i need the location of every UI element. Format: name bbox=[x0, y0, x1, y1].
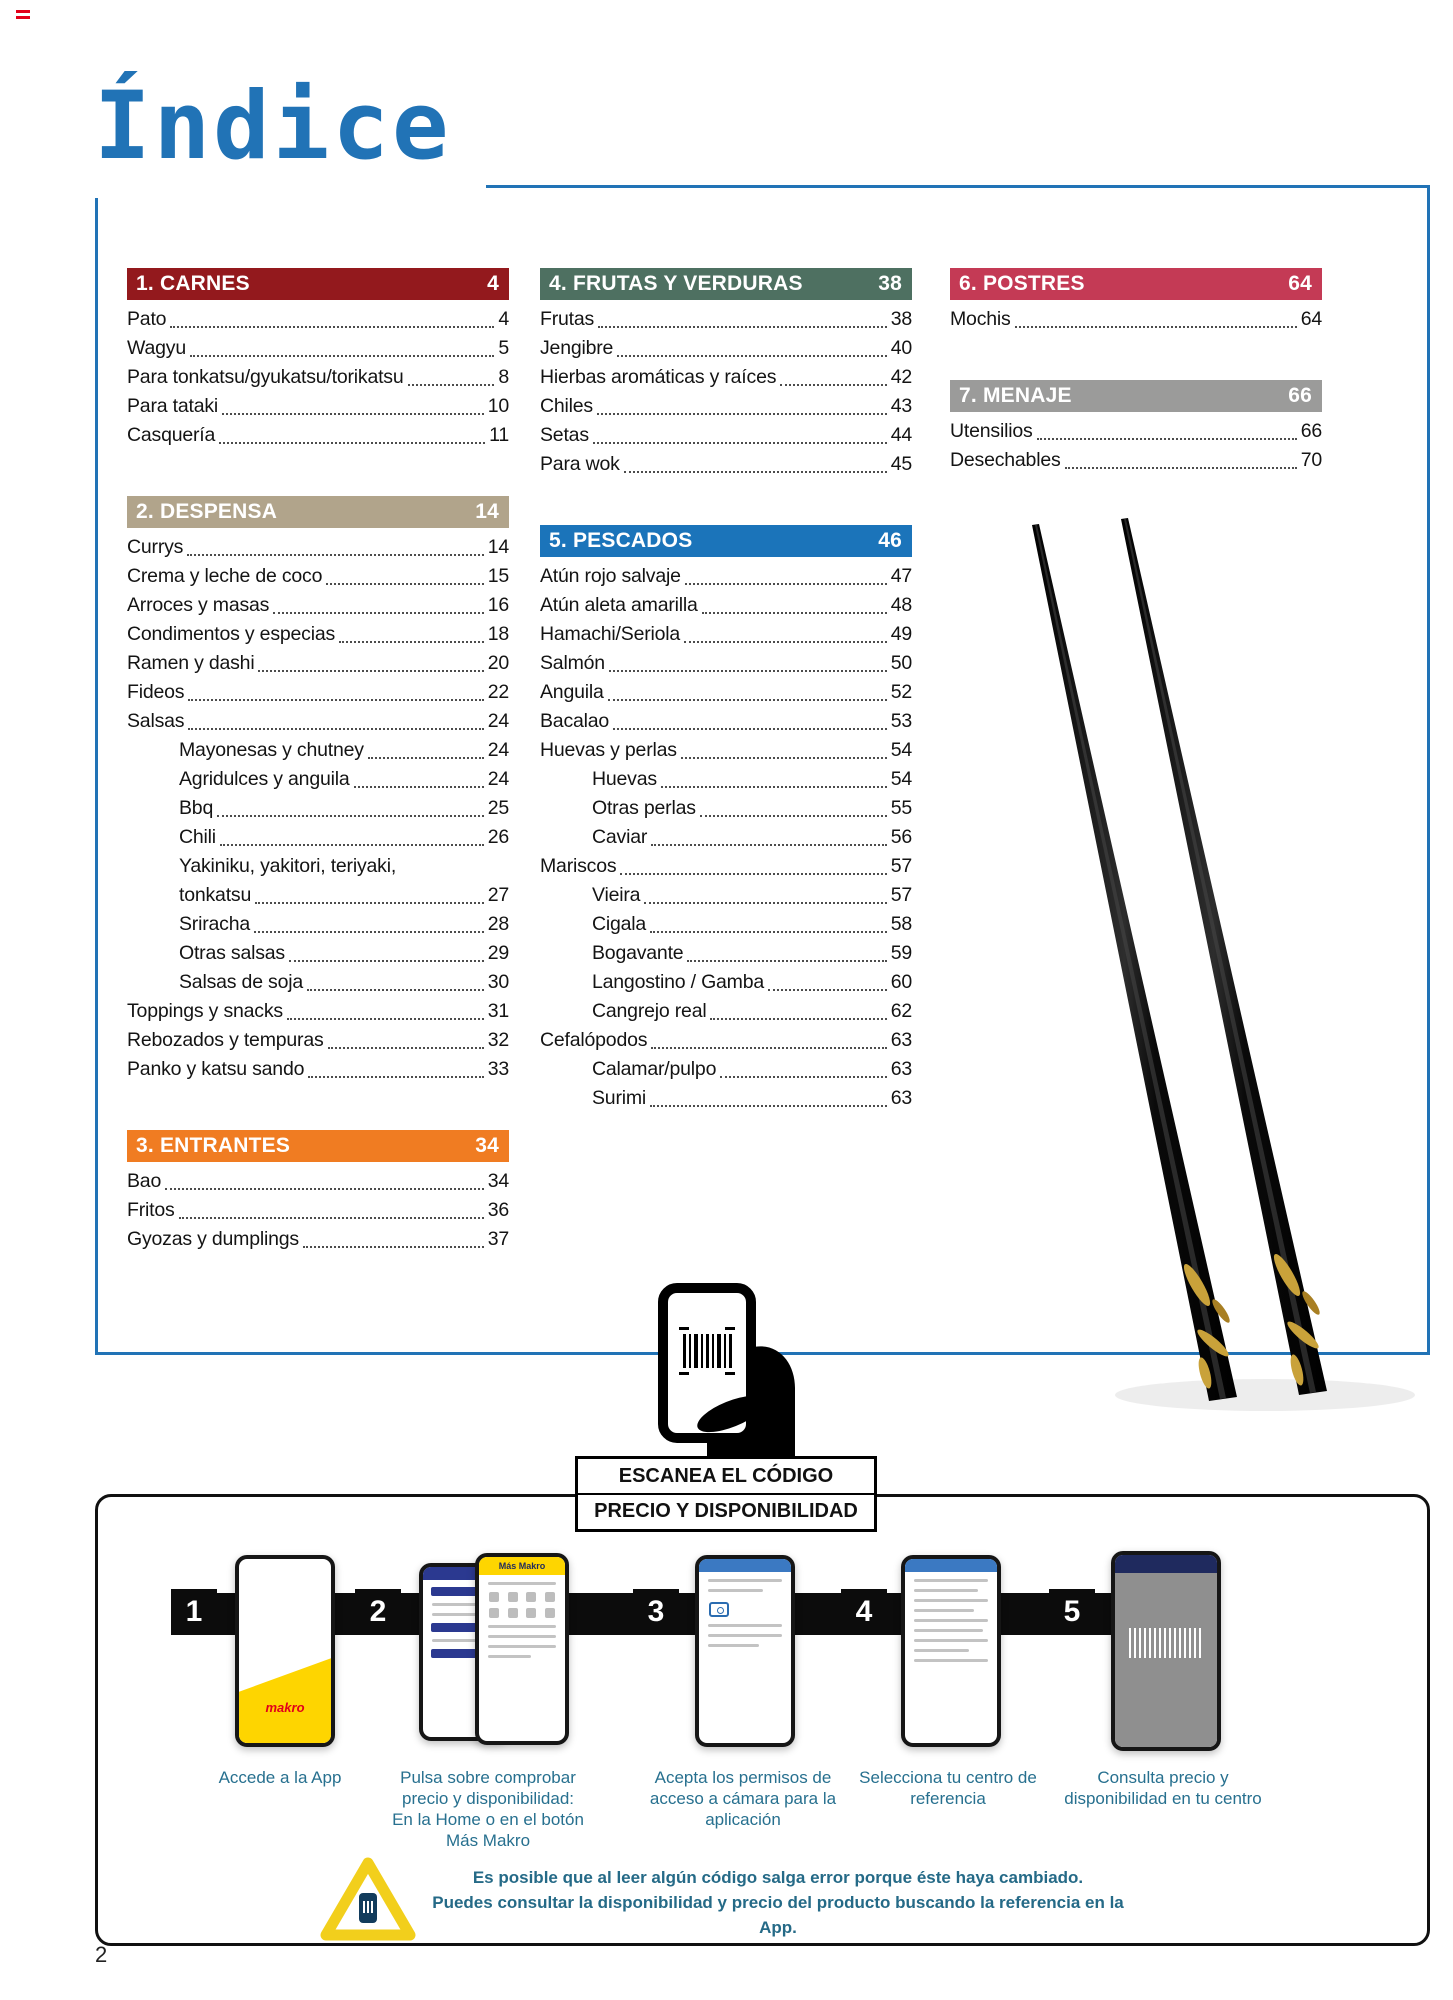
app-steps-box bbox=[95, 1494, 1430, 1946]
toc-section-frutas-y-verduras bbox=[540, 268, 912, 479]
section-header-entrantes[interactable] bbox=[127, 1130, 509, 1162]
chopsticks-image bbox=[975, 515, 1445, 1420]
toc-entry-label: Hierbas aromáticas y raíces bbox=[540, 366, 777, 388]
app-screenshot-step1 bbox=[235, 1555, 335, 1747]
toc-entry-page: 32 bbox=[487, 1029, 509, 1051]
page-number: 2 bbox=[95, 1942, 108, 1967]
section-title: 3. ENTRANTES bbox=[136, 1134, 291, 1157]
toc-entry-page: 30 bbox=[487, 971, 509, 993]
toc-leader-dots bbox=[258, 670, 483, 672]
toc-leader-dots bbox=[254, 931, 484, 933]
toc-entry[interactable] bbox=[540, 707, 912, 736]
toc-entry-page: 4 bbox=[498, 308, 509, 330]
toc-entry-label: Anguila bbox=[540, 681, 604, 703]
toc-entry-page: 29 bbox=[487, 942, 509, 964]
toc-entry-label: Para wok bbox=[540, 453, 620, 475]
toc-entry-label: Currys bbox=[127, 536, 184, 558]
toc-entry-page: 37 bbox=[487, 1228, 509, 1250]
toc-entry[interactable] bbox=[540, 881, 912, 910]
toc-entry-page: 20 bbox=[487, 652, 509, 674]
section-title: 4. FRUTAS Y VERDURAS bbox=[549, 272, 803, 295]
app-screenshot-step3 bbox=[695, 1555, 795, 1747]
toc-entry[interactable] bbox=[540, 852, 912, 881]
toc-entry-label: Bao bbox=[127, 1170, 162, 1192]
toc-entry[interactable] bbox=[540, 968, 912, 997]
toc-entry-label: Pato bbox=[127, 308, 167, 330]
toc-entry[interactable] bbox=[540, 910, 912, 939]
step-caption-3: Acepta los permisos de acceso a cámara para la aplicación bbox=[649, 1768, 837, 1829]
toc-entry-label: Ramen y dashi bbox=[127, 652, 255, 674]
section-header-postres[interactable] bbox=[950, 268, 1322, 300]
toc-entry-label: Sriracha bbox=[179, 913, 251, 935]
toc-leader-dots bbox=[620, 873, 886, 875]
toc-entry-page: 54 bbox=[890, 768, 912, 790]
section-entries bbox=[540, 300, 912, 479]
toc-entry-label: Surimi bbox=[592, 1087, 647, 1109]
toc-entry-page: 66 bbox=[1300, 420, 1322, 442]
toc-leader-dots bbox=[219, 442, 485, 444]
step-caption-5: Consulta precio y disponibilidad en tu centro bbox=[1064, 1768, 1262, 1808]
toc-entry[interactable] bbox=[950, 305, 1322, 334]
toc-entry[interactable] bbox=[540, 363, 912, 392]
toc-leader-dots bbox=[700, 815, 887, 817]
toc-entry-label: Caviar bbox=[592, 826, 648, 848]
toc-entry-label: Langostino / Gamba bbox=[592, 971, 765, 993]
toc-leader-dots bbox=[651, 1047, 886, 1049]
toc-entry-label: Panko y katsu sando bbox=[127, 1058, 305, 1080]
toc-entry-page: 15 bbox=[487, 565, 509, 587]
section-page-number: 46 bbox=[878, 529, 902, 552]
scan-banner bbox=[575, 1456, 877, 1532]
toc-entry[interactable] bbox=[127, 794, 509, 823]
toc-entry[interactable] bbox=[127, 363, 509, 392]
toc-entry-page: 54 bbox=[890, 739, 912, 761]
toc-entry-label: Para tonkatsu/gyukatsu/torikatsu bbox=[127, 366, 404, 388]
toc-entry[interactable] bbox=[540, 736, 912, 765]
toc-entry[interactable] bbox=[950, 417, 1322, 446]
section-entries bbox=[127, 300, 509, 450]
toc-leader-dots bbox=[617, 355, 887, 357]
toc-leader-dots bbox=[644, 902, 886, 904]
section-page-number: 66 bbox=[1288, 384, 1312, 407]
toc-leader-dots bbox=[710, 1018, 886, 1020]
toc-entry-label: Arroces y masas bbox=[127, 594, 270, 616]
toc-entry-label: Mayonesas y chutney bbox=[179, 739, 364, 761]
toc-entry-page: 24 bbox=[487, 768, 509, 790]
toc-leader-dots bbox=[368, 757, 484, 759]
step-caption-2: Pulsa sobre comprobar precio y disponibilidad: En la Home o en el botón Más Makro bbox=[392, 1768, 584, 1850]
app-screenshot-step5 bbox=[1111, 1551, 1221, 1751]
toc-entry[interactable] bbox=[127, 997, 509, 1026]
toc-leader-dots bbox=[613, 728, 887, 730]
warning-line2: Puedes consultar la disponibilidad y precio del producto buscando la referencia en la App. bbox=[432, 1893, 1124, 1937]
toc-entry-page: 16 bbox=[487, 594, 509, 616]
app-screenshot-step4 bbox=[901, 1555, 1001, 1747]
toc-entry-page: 14 bbox=[487, 536, 509, 558]
toc-entry-page: 70 bbox=[1300, 449, 1322, 471]
toc-entry[interactable] bbox=[540, 591, 912, 620]
toc-entry-page: 5 bbox=[498, 337, 509, 359]
toc-entry[interactable] bbox=[127, 1225, 509, 1254]
toc-entry-page: 28 bbox=[487, 913, 509, 935]
toc-entry-label: Utensilios bbox=[950, 420, 1033, 442]
section-page-number: 38 bbox=[878, 272, 902, 295]
toc-entry[interactable] bbox=[127, 765, 509, 794]
section-header-pescados[interactable] bbox=[540, 525, 912, 557]
page-title-wrap bbox=[78, 72, 486, 198]
toc-entry-page: 63 bbox=[890, 1058, 912, 1080]
toc-entry-page: 44 bbox=[890, 424, 912, 446]
toc-entry-label: Chili bbox=[179, 826, 216, 848]
toc-entry-page: 47 bbox=[890, 565, 912, 587]
barcode-result-icon bbox=[1129, 1628, 1203, 1658]
toc-leader-dots bbox=[598, 326, 887, 328]
section-page-number: 14 bbox=[475, 500, 499, 523]
toc-leader-dots bbox=[720, 1076, 886, 1078]
toc-entry-label: Fideos bbox=[127, 681, 185, 703]
step-number-2: 2 bbox=[355, 1589, 401, 1635]
step-caption-1: Accede a la App bbox=[218, 1768, 342, 1787]
toc-leader-dots bbox=[188, 699, 483, 701]
section-header-carnes[interactable] bbox=[127, 268, 509, 300]
toc-entry[interactable] bbox=[127, 1196, 509, 1225]
toc-leader-dots bbox=[328, 1047, 484, 1049]
toc-entry-page: 56 bbox=[890, 826, 912, 848]
toc-entry[interactable] bbox=[540, 649, 912, 678]
toc-entry[interactable] bbox=[540, 1026, 912, 1055]
toc-leader-dots bbox=[597, 413, 887, 415]
toc-entry[interactable] bbox=[127, 678, 509, 707]
section-title: 6. POSTRES bbox=[959, 272, 1085, 295]
toc-column-1 bbox=[127, 268, 509, 1300]
toc-entry-page: 18 bbox=[487, 623, 509, 645]
toc-entry-label: Crema y leche de coco bbox=[127, 565, 323, 587]
makro-logo: makro bbox=[265, 1700, 305, 1715]
toc-entry-label: Rebozados y tempuras bbox=[127, 1029, 324, 1051]
toc-entry-label: Yakiniku, yakitori, teriyaki, bbox=[179, 855, 397, 877]
toc-entry[interactable] bbox=[540, 794, 912, 823]
toc-entry-label: Agridulces y anguila bbox=[179, 768, 350, 790]
toc-entry-page: 34 bbox=[487, 1170, 509, 1192]
toc-entry[interactable] bbox=[127, 620, 509, 649]
toc-entry[interactable] bbox=[540, 939, 912, 968]
section-title: 2. DESPENSA bbox=[136, 500, 278, 523]
toc-leader-dots bbox=[222, 413, 484, 415]
section-title: 5. PESCADOS bbox=[549, 529, 693, 552]
toc-entry[interactable] bbox=[127, 707, 509, 736]
toc-entry-page: 26 bbox=[487, 826, 509, 848]
toc-entry-page: 24 bbox=[487, 739, 509, 761]
toc-leader-dots bbox=[702, 612, 887, 614]
toc-leader-dots bbox=[780, 384, 886, 386]
toc-entry[interactable] bbox=[540, 392, 912, 421]
toc-leader-dots bbox=[339, 641, 484, 643]
toc-entry-page: 62 bbox=[890, 1000, 912, 1022]
toc-column-2 bbox=[540, 268, 912, 1159]
toc-entry-label: Atún aleta amarilla bbox=[540, 594, 698, 616]
toc-entry-page: 31 bbox=[487, 1000, 509, 1022]
toc-entry-page: 60 bbox=[890, 971, 912, 993]
toc-entry[interactable] bbox=[127, 649, 509, 678]
section-entries bbox=[127, 1162, 509, 1254]
toc-entry-label: Vieira bbox=[592, 884, 641, 906]
toc-entry-page: 43 bbox=[890, 395, 912, 417]
step-caption-4: Selecciona tu centro de referencia bbox=[859, 1768, 1037, 1808]
mas-makro-tab: Más Makro bbox=[479, 1557, 565, 1575]
toc-leader-dots bbox=[681, 757, 887, 759]
toc-entry-page: 55 bbox=[890, 797, 912, 819]
toc-entry[interactable] bbox=[127, 305, 509, 334]
toc-entry[interactable] bbox=[540, 421, 912, 450]
toc-entry[interactable] bbox=[540, 1084, 912, 1113]
step-number-1: 1 bbox=[171, 1589, 217, 1635]
toc-entry-page: 50 bbox=[890, 652, 912, 674]
toc-column-3 bbox=[950, 268, 1322, 521]
toc-entry[interactable] bbox=[127, 591, 509, 620]
toc-leader-dots bbox=[624, 471, 887, 473]
toc-leader-dots bbox=[687, 960, 886, 962]
toc-entry[interactable] bbox=[950, 446, 1322, 475]
toc-leader-dots bbox=[165, 1188, 484, 1190]
toc-entry-page: 59 bbox=[890, 942, 912, 964]
warning-triangle-icon bbox=[318, 1853, 418, 1947]
toc-entry-page: 57 bbox=[890, 855, 912, 877]
warning-line1: Es posible que al leer algún código salga error porque éste haya cambiado. bbox=[472, 1868, 1084, 1887]
toc-leader-dots bbox=[187, 554, 483, 556]
toc-entry-label: Chiles bbox=[540, 395, 593, 417]
toc-entry[interactable] bbox=[540, 334, 912, 363]
toc-entry[interactable] bbox=[127, 1026, 509, 1055]
toc-entry-label: Mariscos bbox=[540, 855, 617, 877]
toc-entry-label: Salsas de soja bbox=[179, 971, 304, 993]
toc-entry-label: Salmón bbox=[540, 652, 605, 674]
toc-leader-dots bbox=[609, 670, 887, 672]
toc-entry[interactable] bbox=[127, 334, 509, 363]
toc-leader-dots bbox=[684, 641, 887, 643]
toc-entry-label: Hamachi/Seriola bbox=[540, 623, 681, 645]
toc-leader-dots bbox=[308, 1076, 483, 1078]
toc-entry[interactable] bbox=[127, 1055, 509, 1084]
toc-leader-dots bbox=[685, 583, 887, 585]
toc-entry-label: Cefalópodos bbox=[540, 1029, 648, 1051]
toc-entry-label: Otras perlas bbox=[592, 797, 696, 819]
toc-entry[interactable] bbox=[127, 421, 509, 450]
toc-section-despensa bbox=[127, 496, 509, 1084]
makro-yellow-wedge bbox=[239, 1655, 331, 1743]
toc-entry-label: Gyozas y dumplings bbox=[127, 1228, 299, 1250]
toc-leader-dots bbox=[287, 1018, 484, 1020]
toc-entry[interactable] bbox=[127, 910, 509, 939]
section-page-number: 34 bbox=[475, 1134, 499, 1157]
toc-entry[interactable] bbox=[540, 823, 912, 852]
toc-entry[interactable] bbox=[540, 997, 912, 1026]
toc-entry-label: Otras salsas bbox=[179, 942, 285, 964]
toc-entry[interactable] bbox=[540, 562, 912, 591]
toc-entry-label: Wagyu bbox=[127, 337, 186, 359]
toc-entry-label: Setas bbox=[540, 424, 589, 446]
toc-leader-dots bbox=[217, 815, 484, 817]
step-number-5: 5 bbox=[1049, 1589, 1095, 1635]
section-title: 7. MENAJE bbox=[959, 384, 1072, 407]
toc-entry-page: 27 bbox=[487, 884, 509, 906]
toc-entry-page: 22 bbox=[487, 681, 509, 703]
toc-entry[interactable] bbox=[540, 678, 912, 707]
section-title: 1. CARNES bbox=[136, 272, 250, 295]
toc-entry-page: 48 bbox=[890, 594, 912, 616]
toc-section-entrantes bbox=[127, 1130, 509, 1254]
toc-leader-dots bbox=[768, 989, 887, 991]
toc-entry-label: Bacalao bbox=[540, 710, 610, 732]
toc-leader-dots bbox=[661, 786, 887, 788]
section-header-frutas-y-verduras[interactable] bbox=[540, 268, 912, 300]
section-entries bbox=[950, 300, 1322, 334]
toc-section-pescados bbox=[540, 525, 912, 1113]
toc-entry-page: 10 bbox=[487, 395, 509, 417]
toc-entry[interactable] bbox=[127, 562, 509, 591]
toc-entry[interactable] bbox=[127, 968, 509, 997]
toc-entry-page: 57 bbox=[890, 884, 912, 906]
toc-entry-label: Calamar/pulpo bbox=[592, 1058, 717, 1080]
toc-entry[interactable] bbox=[127, 939, 509, 968]
toc-entry-label: Cangrejo real bbox=[592, 1000, 707, 1022]
toc-leader-dots bbox=[188, 728, 483, 730]
toc-entry-label: Huevas y perlas bbox=[540, 739, 677, 761]
toc-entry[interactable] bbox=[540, 1055, 912, 1084]
toc-entry-page: 11 bbox=[489, 424, 509, 446]
toc-entry[interactable] bbox=[540, 765, 912, 794]
step-number-4: 4 bbox=[841, 1589, 887, 1635]
toc-entry[interactable] bbox=[127, 736, 509, 765]
toc-entry[interactable] bbox=[540, 450, 912, 479]
toc-entry-label: Salsas bbox=[127, 710, 185, 732]
toc-entry-label: Casquería bbox=[127, 424, 216, 446]
toc-entry-page: 42 bbox=[890, 366, 912, 388]
toc-entry-label: Toppings y snacks bbox=[127, 1000, 283, 1022]
toc-leader-dots bbox=[408, 384, 495, 386]
toc-entry-label: Jengibre bbox=[540, 337, 614, 359]
toc-entry[interactable] bbox=[127, 392, 509, 421]
toc-leader-dots bbox=[326, 583, 483, 585]
toc-entry-page: 33 bbox=[487, 1058, 509, 1080]
toc-entry[interactable] bbox=[540, 305, 912, 334]
toc-entry-label: Atún rojo salvaje bbox=[540, 565, 681, 587]
app-screenshot-step2-front bbox=[475, 1553, 569, 1745]
toc-entry-label: Para tataki bbox=[127, 395, 219, 417]
toc-leader-dots bbox=[220, 844, 484, 846]
section-page-number: 64 bbox=[1288, 272, 1312, 295]
toc-leader-dots bbox=[303, 1246, 484, 1248]
toc-entry-page: 24 bbox=[487, 710, 509, 732]
toc-leader-dots bbox=[255, 902, 484, 904]
toc-entry-page: 58 bbox=[890, 913, 912, 935]
section-header-menaje[interactable] bbox=[950, 380, 1322, 412]
toc-entry-label: Mochis bbox=[950, 308, 1011, 330]
toc-leader-dots bbox=[1037, 438, 1297, 440]
toc-entry-page: 25 bbox=[487, 797, 509, 819]
toc-entry[interactable] bbox=[127, 533, 509, 562]
toc-leader-dots bbox=[190, 355, 494, 357]
toc-entry-page: 45 bbox=[890, 453, 912, 475]
scan-banner-line1: ESCANEA EL CÓDIGO bbox=[578, 1459, 874, 1495]
toc-entry-label: Condimentos y especias bbox=[127, 623, 336, 645]
section-entries bbox=[950, 412, 1322, 475]
toc-entry-page: 63 bbox=[890, 1087, 912, 1109]
toc-section-menaje bbox=[950, 380, 1322, 475]
toc-leader-dots bbox=[650, 931, 887, 933]
toc-entry-page: 53 bbox=[890, 710, 912, 732]
section-header-despensa[interactable] bbox=[127, 496, 509, 528]
toc-entry-label: Bbq bbox=[179, 797, 214, 819]
toc-entry-page: 36 bbox=[487, 1199, 509, 1221]
toc-entry-page: 40 bbox=[890, 337, 912, 359]
step-number-3: 3 bbox=[633, 1589, 679, 1635]
toc-section-postres bbox=[950, 268, 1322, 334]
toc-entry-page: 64 bbox=[1300, 308, 1322, 330]
toc-entry[interactable] bbox=[127, 1167, 509, 1196]
toc-section-carnes bbox=[127, 268, 509, 450]
warning-text bbox=[418, 1865, 1138, 1940]
toc-entry[interactable] bbox=[127, 852, 509, 881]
toc-entry[interactable] bbox=[127, 823, 509, 852]
camera-icon bbox=[709, 1602, 729, 1617]
toc-entry-page: 63 bbox=[890, 1029, 912, 1051]
menu-icon[interactable] bbox=[16, 10, 30, 22]
toc-leader-dots bbox=[273, 612, 484, 614]
toc-entry-page: 38 bbox=[890, 308, 912, 330]
toc-leader-dots bbox=[1015, 326, 1297, 328]
toc-entry-label: Frutas bbox=[540, 308, 595, 330]
section-page-number: 4 bbox=[487, 272, 499, 295]
toc-entry-label: Huevas bbox=[592, 768, 657, 790]
section-entries bbox=[127, 528, 509, 1084]
toc-entry-page: 49 bbox=[890, 623, 912, 645]
toc-entry-page: 8 bbox=[498, 366, 509, 388]
phone-scan-icon bbox=[645, 1282, 815, 1474]
toc-leader-dots bbox=[289, 960, 484, 962]
toc-entry[interactable] bbox=[540, 620, 912, 649]
toc-leader-dots bbox=[307, 989, 484, 991]
scan-banner-line2: PRECIO Y DISPONIBILIDAD bbox=[594, 1500, 858, 1522]
toc-entry-label: Fritos bbox=[127, 1199, 175, 1221]
toc-entry-label: tonkatsu bbox=[179, 884, 252, 906]
toc-entry-label: Bogavante bbox=[592, 942, 684, 964]
toc-leader-dots bbox=[608, 699, 887, 701]
toc-leader-dots bbox=[593, 442, 887, 444]
section-entries bbox=[540, 557, 912, 1113]
toc-entry-page: 52 bbox=[890, 681, 912, 703]
toc-leader-dots bbox=[179, 1217, 484, 1219]
page-title: Índice bbox=[94, 72, 452, 181]
toc-leader-dots bbox=[170, 326, 494, 328]
toc-entry-label: Cigala bbox=[592, 913, 647, 935]
toc-leader-dots bbox=[354, 786, 484, 788]
toc-leader-dots bbox=[651, 844, 887, 846]
toc-leader-dots bbox=[1065, 467, 1297, 469]
toc-leader-dots bbox=[650, 1105, 887, 1107]
toc-entry[interactable] bbox=[127, 881, 509, 910]
toc-entry-label: Desechables bbox=[950, 449, 1061, 471]
